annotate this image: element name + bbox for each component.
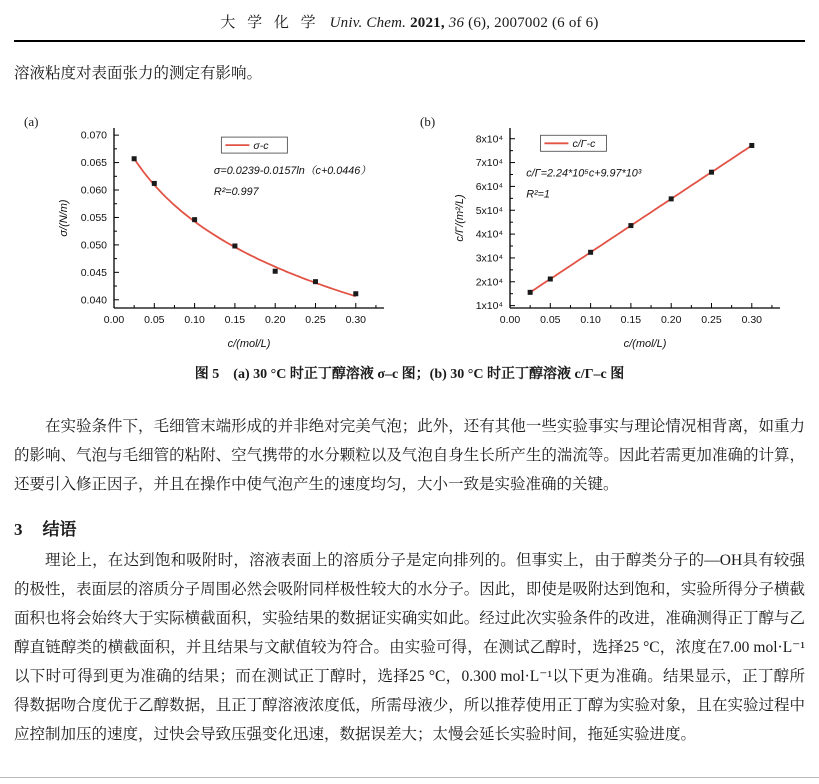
svg-text:0.10: 0.10 [184, 314, 205, 326]
svg-text:0.05: 0.05 [144, 314, 165, 326]
svg-text:0.050: 0.050 [80, 239, 107, 252]
svg-text:0.070: 0.070 [80, 129, 107, 142]
svg-text:c/Γ-c: c/Γ-c [572, 138, 596, 151]
journal-header [14, 0, 805, 32]
chart-panel-a [14, 114, 409, 354]
journal-issue-info: (6), 2007002 (6 of 6) [468, 15, 599, 31]
svg-text:R²=0.997: R²=0.997 [213, 185, 259, 198]
header-rule [14, 40, 805, 42]
svg-text:4x10⁴: 4x10⁴ [475, 228, 503, 241]
svg-text:0.20: 0.20 [660, 314, 682, 326]
svg-text:R²=1: R²=1 [526, 188, 550, 201]
discussion-paragraph: 在实验条件下，毛细管末端形成的并非绝对完美气泡；此外，还有其他一些实验事实与理论情况相背离，如重力的影响、气泡与毛细管的粘附、空气携带的水分颗粒以及气泡自身生长所产生的湍流等。因此若需更加准确的计算，还要引入修正因子，并且在操作中使气泡产生的速度均匀，大小一致是实验准确的关键。 [14, 418, 805, 493]
section-heading [14, 515, 805, 540]
section-title: 结语 [42, 520, 77, 539]
panel-label-a: (a) [24, 114, 39, 129]
svg-text:0.065: 0.065 [80, 157, 107, 170]
svg-text:0.25: 0.25 [701, 314, 722, 326]
svg-text:c/Γ=2.24*10⁵c+9.97*10³: c/Γ=2.24*10⁵c+9.97*10³ [526, 167, 642, 180]
svg-text:1x10⁴: 1x10⁴ [475, 300, 503, 313]
figure-5 [14, 114, 805, 383]
bottom-rule [0, 777, 819, 778]
svg-text:0.15: 0.15 [224, 314, 246, 326]
svg-text:c/(mol/L): c/(mol/L) [623, 338, 667, 350]
svg-text:0.055: 0.055 [80, 212, 107, 225]
svg-text:0.045: 0.045 [80, 266, 107, 279]
svg-text:0.00: 0.00 [103, 314, 125, 326]
svg-text:0.040: 0.040 [80, 294, 107, 307]
svg-text:c/(mol/L): c/(mol/L) [227, 338, 271, 350]
svg-text:σ-c: σ-c [253, 139, 269, 152]
svg-text:8x10⁴: 8x10⁴ [475, 133, 503, 146]
c-gamma-c-chart [410, 114, 805, 354]
journal-volume: 36 [448, 15, 465, 31]
svg-text:6x10⁴: 6x10⁴ [475, 181, 503, 194]
svg-text:3x10⁴: 3x10⁴ [475, 252, 503, 265]
panel-label-b: (b) [420, 114, 436, 129]
journal-year: 2021, [410, 15, 445, 31]
svg-text:0.00: 0.00 [499, 314, 521, 326]
svg-text:7x10⁴: 7x10⁴ [475, 157, 503, 170]
figure-caption: 图 5 (a) 30 °C 时正丁醇溶液 σ–c 图；(b) 30 °C 时正丁醇溶液 c/Γ–c 图 [194, 367, 625, 382]
svg-text:0.05: 0.05 [540, 314, 561, 326]
svg-text:0.25: 0.25 [305, 314, 326, 326]
svg-text:2x10⁴: 2x10⁴ [475, 276, 503, 289]
sigma-c-chart [14, 114, 409, 354]
svg-text:σ=0.0239-0.0157ln（c+0.0446）: σ=0.0239-0.0157ln（c+0.0446） [213, 164, 372, 177]
chart-panel-b [410, 114, 805, 354]
svg-text:0.30: 0.30 [345, 314, 367, 326]
svg-text:0.20: 0.20 [264, 314, 286, 326]
journal-name-en: Univ. Chem. [329, 15, 407, 31]
svg-text:c/Γ/(m²/L): c/Γ/(m²/L) [454, 194, 466, 242]
charts-row [14, 114, 805, 354]
svg-text:0.15: 0.15 [620, 314, 642, 326]
svg-text:0.30: 0.30 [741, 314, 763, 326]
svg-text:0.10: 0.10 [580, 314, 601, 326]
section-number: 3 [14, 520, 23, 539]
svg-text:5x10⁴: 5x10⁴ [475, 204, 503, 217]
svg-text:σ/(N/m): σ/(N/m) [58, 199, 70, 237]
svg-text:0.060: 0.060 [80, 184, 107, 197]
journal-name-cn: 大 学 化 学 [220, 15, 320, 31]
conclusion-paragraph: 理论上，在达到饱和吸附时，溶液表面上的溶质分子是定向排列的。但事实上，由于醇类分子的—OH具有较强的极性，表面层的溶质分子周围必然会吸附同样极性较大的水分子。因此，即使是吸附达到饱和，实验所得分子横截面积也将会始终大于实际横截面积，实验结果的数据证实确实如此。经过此次实验条件的改进，准确测得正丁醇与乙醇直链醇类的横截面积，并且结果与文献值较为符合。由实验可得，在测试乙醇时，选择25 °C，浓度在7.00 mol·L⁻¹以下时可得到更为准确的结果；而在测试正丁醇时，选择25 °C，0.300 mol·L⁻¹以下更为准确。结果显示，正丁醇所得数据吻合度优于乙醇数据，且正丁醇溶液浓度低，所需母液少，所以推荐使用正丁醇为实验对象，且在实验过程中应控制加压的速度，过快会导致压强变化迅速，数据误差大；太慢会延长实验时间，拖延实验进度。 [14, 552, 805, 743]
intro-paragraph: 溶液粘度对表面张力的测定有影响。 [14, 65, 263, 82]
